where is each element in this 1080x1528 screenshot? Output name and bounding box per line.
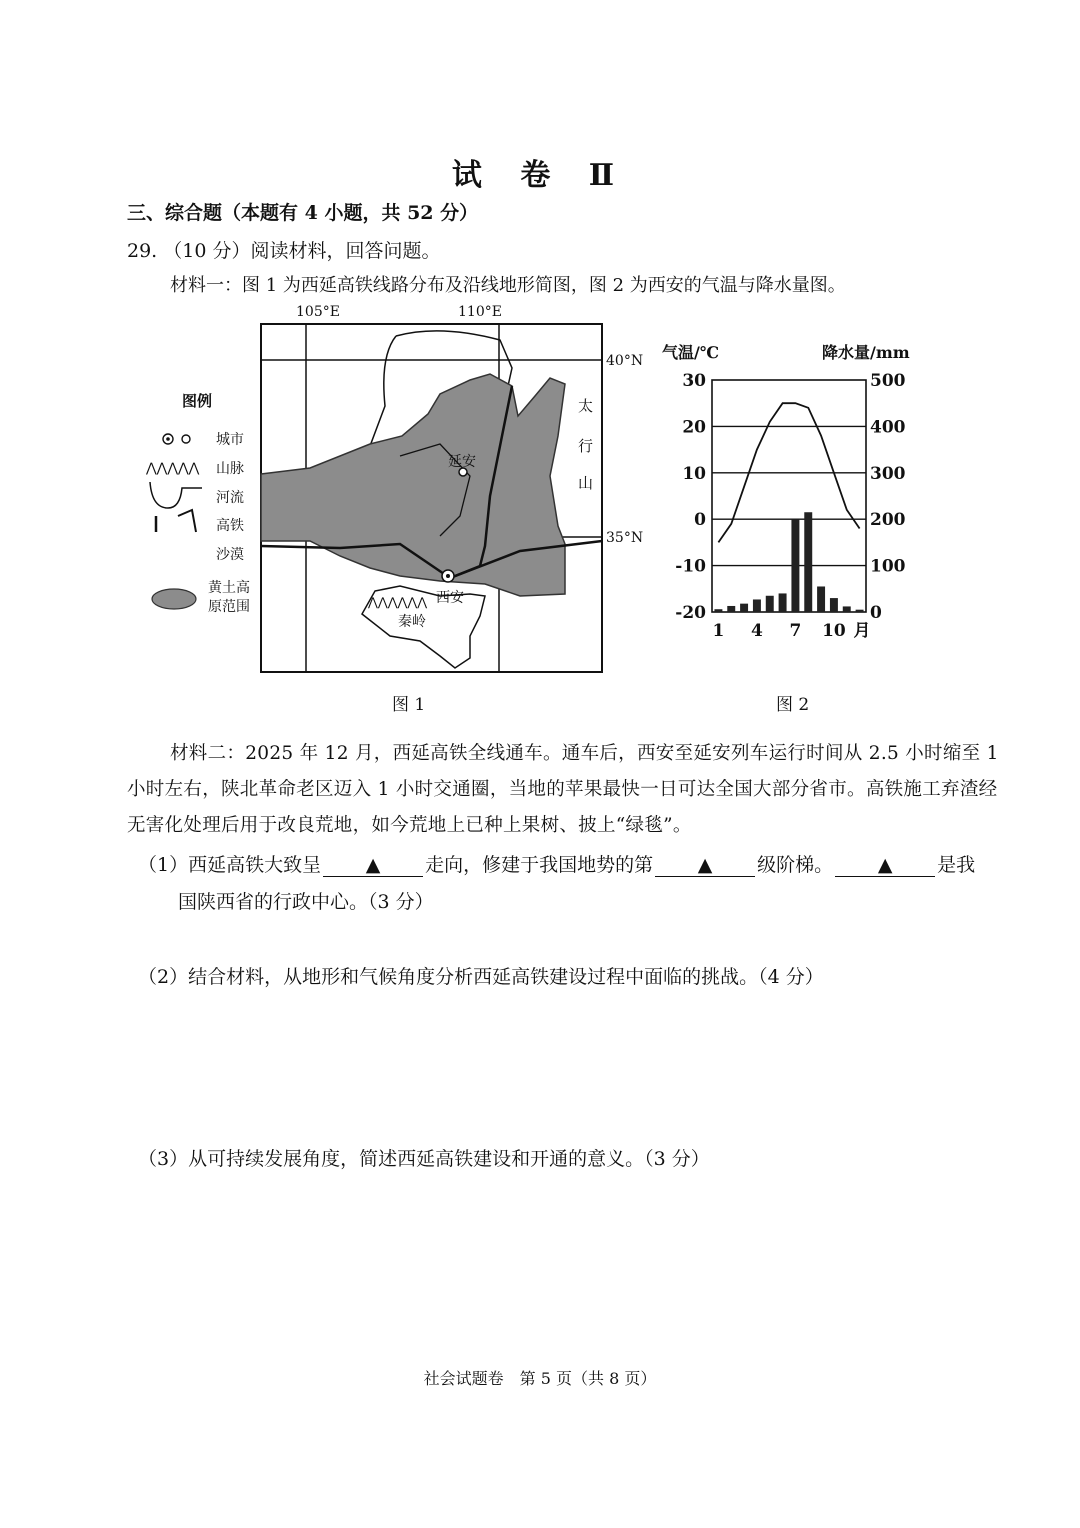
- taihang-char-1: 太: [578, 397, 594, 415]
- legend-title: 图例: [182, 392, 213, 410]
- temp-tick-label: -10: [675, 556, 706, 577]
- xian-label: 西安: [436, 590, 464, 606]
- precip-tick-label: 500: [870, 371, 906, 391]
- precip-bar: [791, 519, 799, 612]
- precip-tick-label: 400: [870, 417, 906, 438]
- question-29: 29. （10 分）阅读材料，回答问题。: [127, 240, 441, 262]
- precip-bar: [740, 604, 748, 612]
- mountain-legend-icon: ⋀⋀⋀⋀⋀: [146, 461, 200, 476]
- precip-bar: [727, 606, 735, 612]
- figure-2-climate-chart: [650, 336, 930, 648]
- temp-tick-label: 0: [694, 510, 706, 531]
- month-tick-label: 4: [750, 621, 763, 641]
- city-legend-dot-icon: [166, 437, 170, 441]
- precip-bar: [843, 606, 851, 612]
- yanan-label: 延安: [448, 454, 476, 470]
- q1-blank-1[interactable]: ▲: [323, 854, 423, 877]
- legend-loess-2: 原范围: [208, 599, 250, 615]
- question-1-line-1: [138, 850, 975, 877]
- question-3: （3）从可持续发展角度，简述西延高铁建设和开通的意义。（3 分）: [138, 1148, 710, 1170]
- loess-legend-icon: [152, 589, 196, 609]
- legend-river: 河流: [216, 490, 244, 506]
- temp-tick-label: 30: [682, 371, 706, 391]
- xian-city-dot-icon: [446, 574, 450, 578]
- figure-2-caption: 图 2: [776, 695, 810, 715]
- figure-1-map: [140, 296, 644, 686]
- precip-bar: [766, 596, 774, 612]
- month-tick-label: 10: [822, 621, 846, 641]
- month-tick-label: 1: [712, 621, 725, 641]
- precip-bar: [830, 598, 838, 612]
- hsr-legend-icon-2: [178, 510, 196, 532]
- temp-tick-label: 10: [682, 463, 706, 484]
- legend-desert: 沙漠: [216, 547, 244, 563]
- precip-bar: [779, 593, 787, 612]
- legend-hsr: 高铁: [216, 518, 244, 534]
- precip-axis-label: 降水量/mm: [822, 343, 910, 362]
- precip-tick-label: 100: [870, 556, 906, 577]
- figure-1-caption: 图 1: [392, 695, 426, 715]
- lon-110-label: 110°E: [458, 304, 502, 320]
- taihang-char-2: 行: [578, 437, 594, 455]
- page-footer: 社会试题卷 第 5 页（共 8 页）: [423, 1369, 657, 1388]
- precip-bar: [804, 512, 812, 612]
- q1-blank-2[interactable]: ▲: [655, 854, 755, 877]
- month-unit-label: 月: [853, 621, 871, 641]
- q1-blank-3[interactable]: ▲: [835, 854, 935, 877]
- legend-loess-1: 黄土高: [208, 580, 250, 596]
- material-2: 材料二：2025 年 12 月，西延高铁全线通车。通车后，西安至延安列车运行时间从 2.5 小时缩至 1 小时左右，陕北革命老区迈入 1 小时交通圈，当地的苹果最快一日可达全国大部分省市。高铁施工弃渣经无害化处理后用于改良荒地，如今荒地上已种上果树、披上“绿毯”。: [127, 743, 999, 836]
- q1-part-2: 走向，修建于我国地势的第: [425, 854, 654, 876]
- question-1-line-2: 国陕西省的行政中心。（3 分）: [178, 891, 434, 913]
- temp-axis-label: 气温/℃: [662, 343, 720, 362]
- month-tick-label: 7: [789, 621, 802, 641]
- precip-tick-label: 200: [870, 510, 906, 531]
- lon-105-label: 105°E: [296, 304, 340, 320]
- lat-35-label: 35°N: [606, 530, 644, 546]
- precip-bar: [714, 609, 722, 612]
- lat-40-label: 40°N: [606, 353, 644, 369]
- q1-part-4: 是我: [937, 854, 976, 876]
- material-1: 材料一：图 1 为西延高铁线路分布及沿线地形简图，图 2 为西安的气温与降水量图。: [170, 275, 846, 296]
- precip-bar: [753, 599, 761, 612]
- precip-bar: [856, 610, 864, 612]
- section-heading: 三、综合题（本题有 4 小题，共 52 分）: [127, 202, 479, 224]
- q1-part-3: 级阶梯。: [757, 854, 834, 876]
- temp-tick-label: 20: [682, 417, 706, 438]
- taihang-char-3: 山: [578, 474, 594, 492]
- qinling-label: 秦岭: [398, 614, 426, 630]
- question-2: （2）结合材料，从地形和气候角度分析西延高铁建设过程中面临的挑战。（4 分）: [138, 966, 824, 988]
- river-legend-icon: [150, 482, 202, 508]
- precip-tick-label: 0: [870, 603, 882, 623]
- town-legend-icon: [182, 435, 190, 443]
- page-title: 试 卷 Ⅱ: [451, 158, 629, 193]
- temp-tick-label: -20: [675, 603, 706, 623]
- legend-city: 城市: [216, 432, 244, 448]
- legend-mountain: 山脉: [216, 461, 244, 477]
- mountain-icon: ⋀⋀⋀⋀⋀⋀: [368, 595, 428, 609]
- q1-part-1: （1）西延高铁大致呈: [138, 854, 322, 876]
- precip-bar: [817, 586, 825, 612]
- precip-tick-label: 300: [870, 463, 906, 484]
